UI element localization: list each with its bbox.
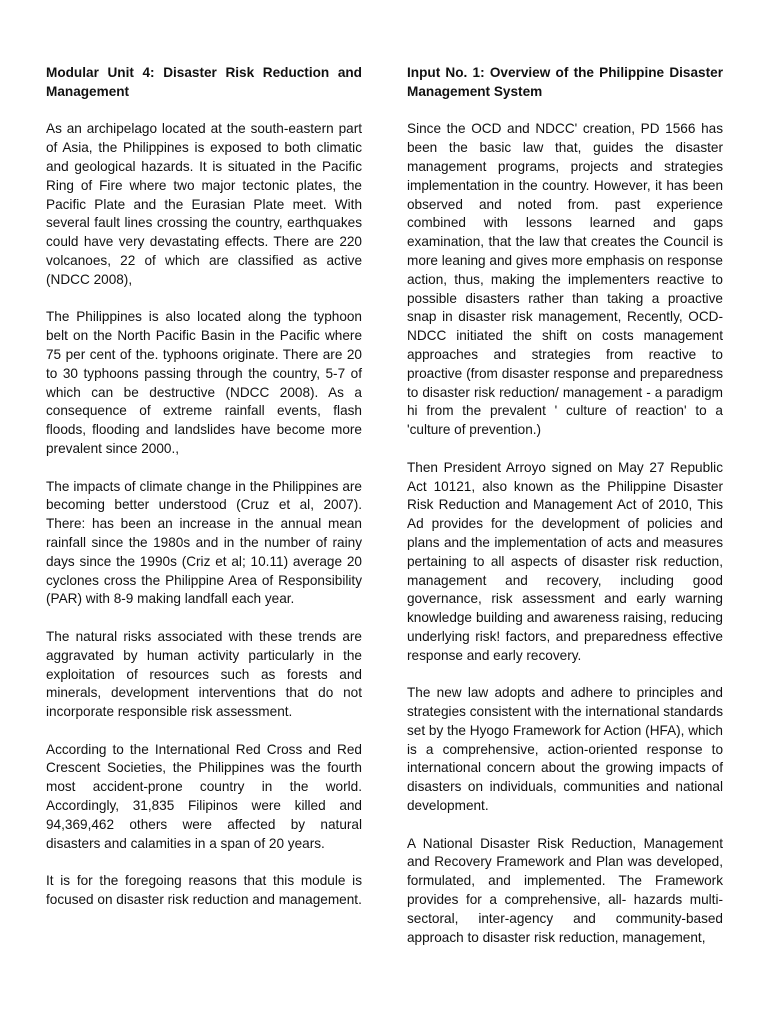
input-heading: Input No. 1: Overview of the Philippine Disaster Management System [407, 65, 723, 99]
paragraph-red-cross: According to the International Red Cross and Red Crescent Societies, the Philippines was the fourth most accident-prone country in the world. Accordingly, 31,835 Filipinos were killed and 94,369,462 others were affected by natural disasters and calamities in a span of 20 years. [46, 741, 362, 851]
left-column [46, 64, 362, 929]
paragraph-typhoon-belt: The Philippines is also located along the typhoon belt on the North Pacific Basin in the Pacific where 75 per cent of the. typhoons originate. There are 20 to 30 typhoons passing through the country, 5-7 of which can be destructive (NDCC 2008). As a consequence of extreme rainfall events, flash floods, flooding and landslides have become more prevalent since 2000., [46, 309, 362, 456]
paragraph-hyogo-framework: The new law adopts and adhere to principles and strategies consistent with the international standards set by the Hyogo Framework for Action (HFA), which is a comprehensive, action-oriented response to international concern about the growing impacts of disasters on individuals, communities and national development. [407, 685, 723, 814]
paragraph-pd-1566: Since the OCD and NDCC' creation, PD 1566 has been the basic law that, guides the disaster management programs, projects and strategies implementation in the country. However, it has been observed and noted from. past experience combined with lessons learned and gaps examination, that the law that creates the Council is more leaning and gives more emphasis on response action, thus, making the implementers reactive to possible disasters rather than taking a proactive snap in disaster risk management, Recently, OCD-NDCC initiated the shift on costs management approaches and strategies from reactive to proactive (from disaster response and preparedness to disaster risk reduction/ management - a paradigm hi from the prevalent ' culture of reaction' to a 'culture of prevention.) [407, 121, 723, 438]
paragraph-natural-risks: The natural risks associated with these trends are aggravated by human activity particularly in the exploitation of resources such as forests and minerals, development interventions that do not incorporate responsible risk assessment. [46, 628, 362, 720]
paragraph-archipelago: As an archipelago located at the south-eastern part of Asia, the Philippines is exposed to both climatic and geological hazards. It is situated in the Pacific Ring of Fire where two major tectonic plates, the Pacific Plate and the Eurasian Plate meet. With several fault lines crossing the country, earthquakes could have very devastating effects. There are 220 volcanoes, 22 of which are classified as active (NDCC 2008), [46, 121, 362, 287]
paragraph-ra-10121: Then President Arroyo signed on May 27 Republic Act 10121, also known as the Philippine Disaster Risk Reduction and Management Act of 2010, This Ad provides for the development of policies and plans and the implementation of acts and measures pertaining to all aspects of disaster risk reduction, management and recovery, including good governance, risk assessment and early warning knowledge building and awareness raising, reducing underlying risk! factors, and preparedness effective response and early recovery. [407, 459, 723, 663]
module-heading: Modular Unit 4: Disaster Risk Reduction and Management [46, 65, 362, 99]
paragraph-national-framework: A National Disaster Risk Reduction, Management and Recovery Framework and Plan was developed, formulated, and implemented. The Framework provides for a comprehensive, all- hazards multi-sectoral, inter-agency and community-based approach to disaster risk reduction, management, [407, 835, 723, 945]
paragraph-climate-change: The impacts of climate change in the Philippines are becoming better understood (Cruz et al, 2007). There: has been an increase in the annual mean rainfall since the 1980s and in the number of rainy days since the 1990s (Criz et al; 10.11) average 20 cyclones cross the Philippine Area of Responsibility (PAR) with 8-9 making landfall each year. [46, 478, 362, 607]
paragraph-module-focus: It is for the foregoing reasons that this module is focused on disaster risk reduction and management. [46, 873, 362, 908]
right-column [407, 64, 723, 966]
